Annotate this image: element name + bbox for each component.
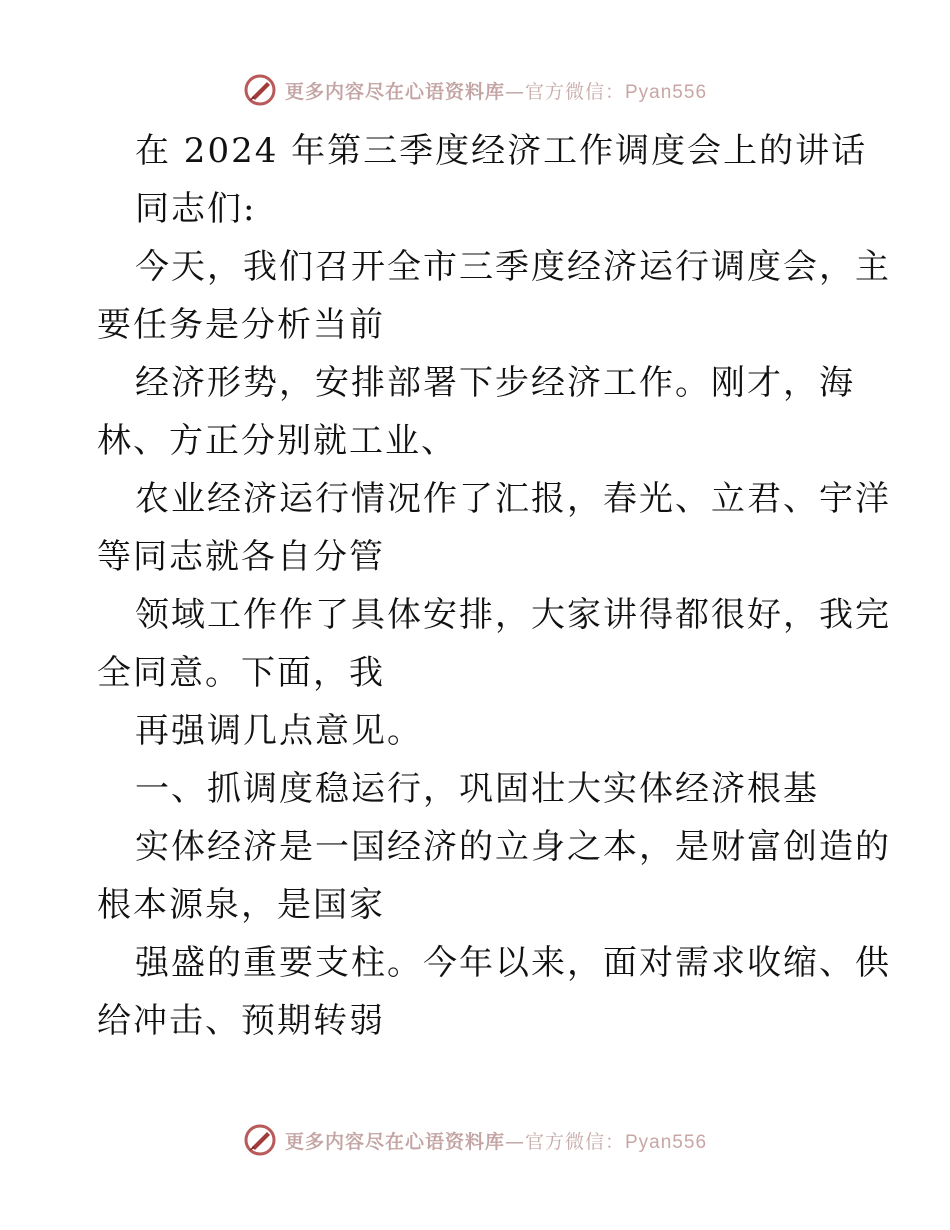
- text-line: 等同志就各自分管: [97, 537, 385, 577]
- text-line: 一、抓调度稳运行，巩固壮大实体经济根基: [135, 769, 819, 809]
- banner-site-text: 更多内容尽在心语资料库: [284, 1130, 505, 1153]
- document-title: 在 2024 年第三季度经济工作调度会上的讲话: [135, 131, 868, 171]
- text-line: 再强调几点意见。: [135, 711, 423, 751]
- banner-wechat-label: 官方微信：: [524, 80, 625, 103]
- text-line: 领域工作作了具体安排，大家讲得都很好，我完: [135, 595, 891, 635]
- text-line: 林、方正分别就工业、: [97, 421, 457, 461]
- banner-wechat-id: Pyan556: [625, 1131, 708, 1153]
- banner-wechat-id: Pyan556: [625, 81, 708, 103]
- banner-text: [285, 77, 707, 104]
- footer-banner: [0, 1120, 950, 1160]
- banner-separator: —: [504, 80, 525, 103]
- text-line: 强盛的重要支柱。今年以来，面对需求收缩、供: [135, 943, 891, 983]
- banner-separator: —: [504, 1130, 525, 1153]
- logo-icon: [243, 1123, 277, 1157]
- banner-site-text: 更多内容尽在心语资料库: [284, 80, 505, 103]
- banner-text: [285, 1127, 707, 1154]
- text-line: 给冲击、预期转弱: [97, 1001, 385, 1041]
- text-line: 今天，我们召开全市三季度经济运行调度会，主: [135, 247, 891, 287]
- header-banner: [0, 70, 950, 110]
- text-line: 全同意。下面，我: [97, 653, 385, 693]
- text-line: 经济形势，安排部署下步经济工作。刚才，海: [135, 363, 855, 403]
- text-line: 实体经济是一国经济的立身之本，是财富创造的: [135, 827, 891, 867]
- text-line: 要任务是分析当前: [97, 305, 385, 345]
- text-line: 根本源泉，是国家: [97, 885, 385, 925]
- text-line: 同志们:: [135, 189, 257, 229]
- logo-icon: [243, 73, 277, 107]
- text-line: 农业经济运行情况作了汇报，春光、立君、宇洋: [135, 479, 891, 519]
- document-body: [97, 122, 891, 1050]
- banner-wechat-label: 官方微信：: [524, 1130, 625, 1153]
